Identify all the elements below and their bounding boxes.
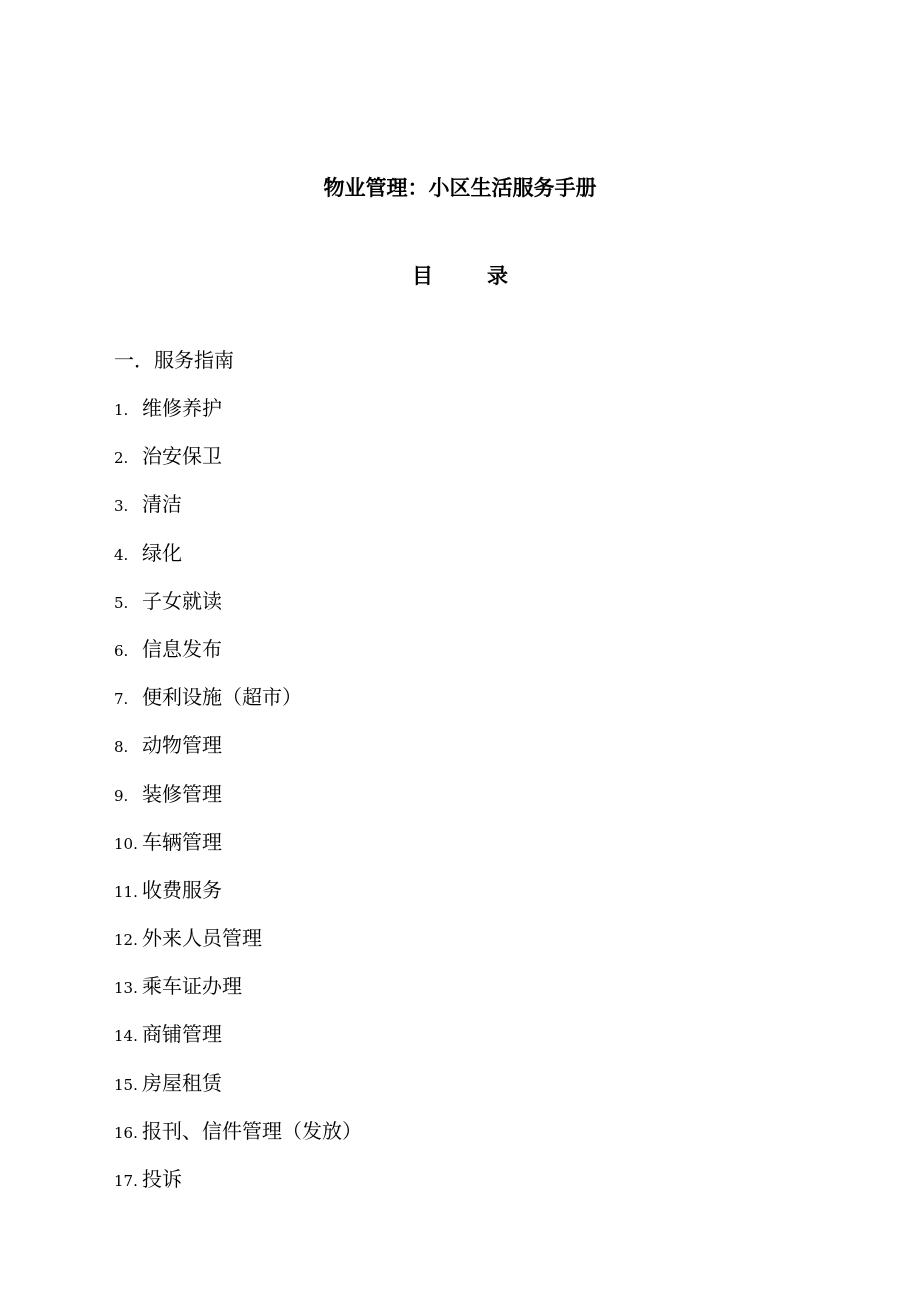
toc-item — [114, 730, 362, 778]
toc-item-number: 16. — [114, 1123, 138, 1142]
toc-item-text: 子女就读 — [142, 588, 222, 613]
toc-item-text: 绿化 — [142, 540, 182, 565]
toc-item-number: 5. — [114, 593, 129, 612]
toc-item — [114, 779, 362, 827]
toc-item — [114, 393, 362, 441]
toc-item — [114, 827, 362, 875]
toc-item — [114, 1164, 362, 1212]
toc-item-text: 外来人员管理 — [142, 926, 262, 951]
toc-item — [114, 1068, 362, 1116]
toc-item-number: 11. — [114, 882, 138, 901]
toc-item-text: 乘车证办理 — [142, 974, 242, 999]
toc-item-number: 14. — [114, 1027, 138, 1046]
toc-item-text: 投诉 — [142, 1167, 182, 1191]
toc-heading-char-1: 目 — [412, 263, 433, 288]
toc-item — [114, 538, 362, 586]
toc-item-text: 动物管理 — [142, 733, 222, 758]
toc-item-text: 清洁 — [142, 492, 182, 517]
toc-item-number: 9. — [114, 786, 129, 805]
toc-heading — [0, 260, 920, 292]
toc-item — [114, 682, 362, 730]
toc-item-number: 1. — [114, 401, 129, 419]
toc-item — [114, 1116, 362, 1164]
toc-item-text: 房屋租赁 — [142, 1070, 222, 1095]
toc-item-number: 8. — [114, 738, 129, 757]
toc-item — [114, 923, 362, 971]
toc-item-text: 收费服务 — [142, 877, 222, 902]
toc-item — [114, 489, 362, 537]
toc-heading-char-2: 录 — [487, 263, 508, 288]
toc-item-number: 15. — [114, 1075, 138, 1094]
toc-list — [114, 393, 362, 1212]
toc-item — [114, 441, 362, 489]
toc-item-number: 17. — [114, 1172, 138, 1190]
section-title: 一．服务指南 — [114, 348, 234, 372]
toc-item-number: 4. — [114, 545, 129, 564]
toc-item — [114, 634, 362, 682]
toc-item-text: 信息发布 — [142, 636, 222, 661]
toc-item-text: 车辆管理 — [142, 829, 222, 854]
toc-item — [114, 875, 362, 923]
toc-item-text: 维修养护 — [142, 396, 222, 420]
toc-item-number: 10. — [114, 834, 138, 853]
toc-item-text: 装修管理 — [142, 781, 222, 806]
toc-item-number: 2. — [114, 449, 129, 468]
toc-item — [114, 586, 362, 634]
toc-item-number: 12. — [114, 931, 138, 950]
toc-item-text: 商铺管理 — [142, 1022, 222, 1047]
toc-item — [114, 971, 362, 1019]
toc-item-number: 6. — [114, 641, 129, 660]
toc-item-number: 7. — [114, 690, 129, 709]
toc-item-text: 报刊、信件管理（发放） — [142, 1118, 362, 1143]
toc-item-number: 3. — [114, 497, 129, 516]
toc-item-text: 便利设施（超市） — [142, 685, 302, 710]
toc-item-number: 13. — [114, 979, 138, 998]
toc-item — [114, 1019, 362, 1067]
toc-item-text: 治安保卫 — [142, 444, 222, 469]
document-title: 物业管理：小区生活服务手册 — [323, 175, 597, 200]
